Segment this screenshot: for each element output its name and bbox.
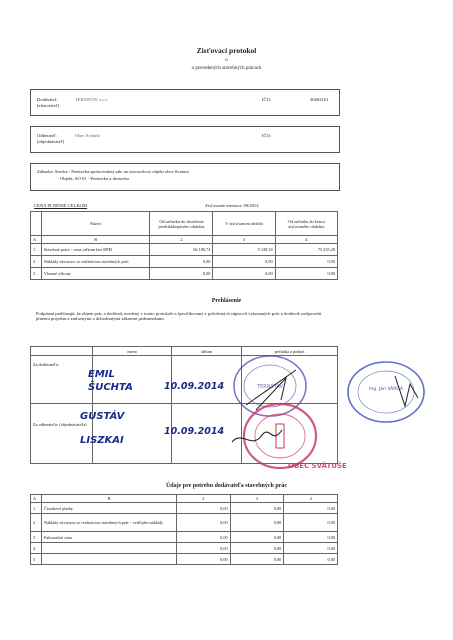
table2-colnum: 4 [284,495,338,503]
project-line-2: Objekt: SO 01 - Prestavba a dostavba [60,176,129,181]
sig-header-date: dátum [172,347,242,356]
table1-row-no: 2 [31,256,42,268]
table2-row-no: 3 [31,532,42,543]
table2-cell: 0,00 [230,543,284,554]
sig-header-stamp: pečiatka a podpis [242,347,338,356]
table1-cell: 0,00 [150,268,213,280]
client-box [30,126,340,153]
cost-table [30,211,338,280]
table1-row-no: A [31,236,42,244]
sig-header-blank [31,347,93,356]
table1-right-caption: Zisťovanie mesiaca: 08/2014 [205,203,259,208]
table2-cell: 0,00 [284,532,338,543]
contractor-data-table [30,494,338,565]
table1-cell: 0,00 [275,256,337,268]
table2-cell: 0,00 [177,503,231,514]
supplier-sublabel: (zhotoviteľ) [37,103,60,108]
document-title: Zisťovací protokol [196,46,257,55]
sig-row-label: Za odberateľa: (objednávateľa) [31,404,93,464]
table1-row-name: B [41,236,150,244]
svg-text:OBEC SVÄTUŠE: OBEC SVÄTUŠE [288,462,347,470]
svg-text:Ing. Ján VARGA: Ing. Ján VARGA [369,387,403,392]
table1-row-name: Náklady súvisiace so realizáciou stavebných prác [41,256,150,268]
table2-row-name [42,543,177,554]
table2-cell: 0,00 [284,554,338,565]
table2-colnum: A [31,495,42,503]
supplier-box [30,89,340,116]
table2-row-no: 5 [31,554,42,565]
table2-cell: 0,00 [284,543,338,554]
table1-header-total: Od začiatku do konca zisťovaného obdobia [275,212,337,236]
table2-cell: 0,00 [284,503,338,514]
table1-row-no: 1 [31,244,42,256]
municipality-stamp [232,400,347,475]
supplier-label: Dodávateľ: [37,97,58,102]
table1-colnum: 4 [275,236,337,244]
table2-row-name: Čiastkové platby [42,503,177,514]
title-line-3: o prevedených stavebných prácach [191,66,262,71]
table2-cell: 0,00 [284,514,338,532]
engineer-stamp [340,356,436,428]
table1-header-prev: Od začiatku do skončenia predchádzajúceho obdobia [150,212,213,236]
table1-row-no: 3 [31,268,42,280]
table2-cell: 0,00 [177,543,231,554]
table1-colnum: 2 [150,236,213,244]
table2-cell: 0,00 [230,503,284,514]
table1-header-name: Názov [41,212,150,236]
project-line-1: Zákazka: Stavba - Prestavba spolocenskej sale na viacucelovy objekt obce Svatuse [37,169,190,174]
table1-cell: 75 235,28 [275,244,337,256]
table1-header-current: V zisťovanom období [213,212,275,236]
supplier-sign-date: 10.09.2014 [164,381,225,392]
declaration-title: Prehlásenie [211,298,242,304]
client-name: Obec Svätuše [75,133,101,138]
table2-cell: 0,00 [177,514,231,532]
table2-colnum: B [42,495,177,503]
table2-colnum: 2 [177,495,231,503]
sig-header-name: meno [93,347,172,356]
table2-row-name: Fakturačná cena [42,532,177,543]
table1-cell: 0,00 [275,268,337,280]
table2-cell: 0,00 [177,532,231,543]
client-sign-date: 10.09.2014 [164,426,225,437]
supplier-ico-label: IČO: [262,97,272,102]
table2-row-no: 4 [31,543,42,554]
sig-row-label: Za dodávateľa: [31,356,93,404]
table2-row-no: 1 [31,503,42,514]
supplier-ico: 36682161 [310,97,329,102]
table1-row-name: Vlastné výkony [41,268,150,280]
declaration-text: Podpísaní prehlasujú, že objem prác a dodávok uvedený v tomto protokole a špecifikovaný v priložených súpisoch vykonaných prác a dodávok zodpovedá plneniu projektu a zmluvnými a dohodnutými zákonmi podmienkami. [36,311,321,322]
table1-left-caption: CENA PLNENIE CELKOM [34,203,88,208]
client-ico-label: IČO: [262,133,272,138]
supplier-signer-name: EMIL ŠUCHTA [88,369,133,393]
title-line-2: o [225,58,228,63]
table2-row-name [42,554,177,565]
table1-colnum: 3 [213,236,275,244]
client-signer-name: GUSTÁV LISZKAI [80,411,125,446]
table2-title: Údaje pre potrebu dodávateľa stavebných prác [165,483,288,489]
table1-cell: 0,00 [150,256,213,268]
table1-cell: 9 128,54 [213,244,275,256]
table1-cell: 66 106,74 [150,244,213,256]
table1-row-name: Stavebné práce - cena celkom bez DPH [41,244,150,256]
table2-row-no: 2 [31,514,42,532]
table2-cell: 0,00 [230,514,284,532]
table2-row-name: Náklady súvisiace so realizáciou stavebných prác - vedľajšie náklady [42,514,177,532]
supplier-name: TERNSTAV s.r.o. [75,97,108,102]
table1-cell: 0,00 [213,256,275,268]
table2-cell: 0,00 [230,554,284,565]
client-label: Odberateľ: [37,133,57,138]
table2-cell: 0,00 [177,554,231,565]
svg-text:TERNSTAV: TERNSTAV [257,384,283,390]
table2-colnum: 3 [230,495,284,503]
table1-cell: 0,00 [213,268,275,280]
table1-header-blank [31,212,42,236]
client-sublabel: (objednávateľ) [37,139,65,144]
table2-cell: 0,00 [230,532,284,543]
